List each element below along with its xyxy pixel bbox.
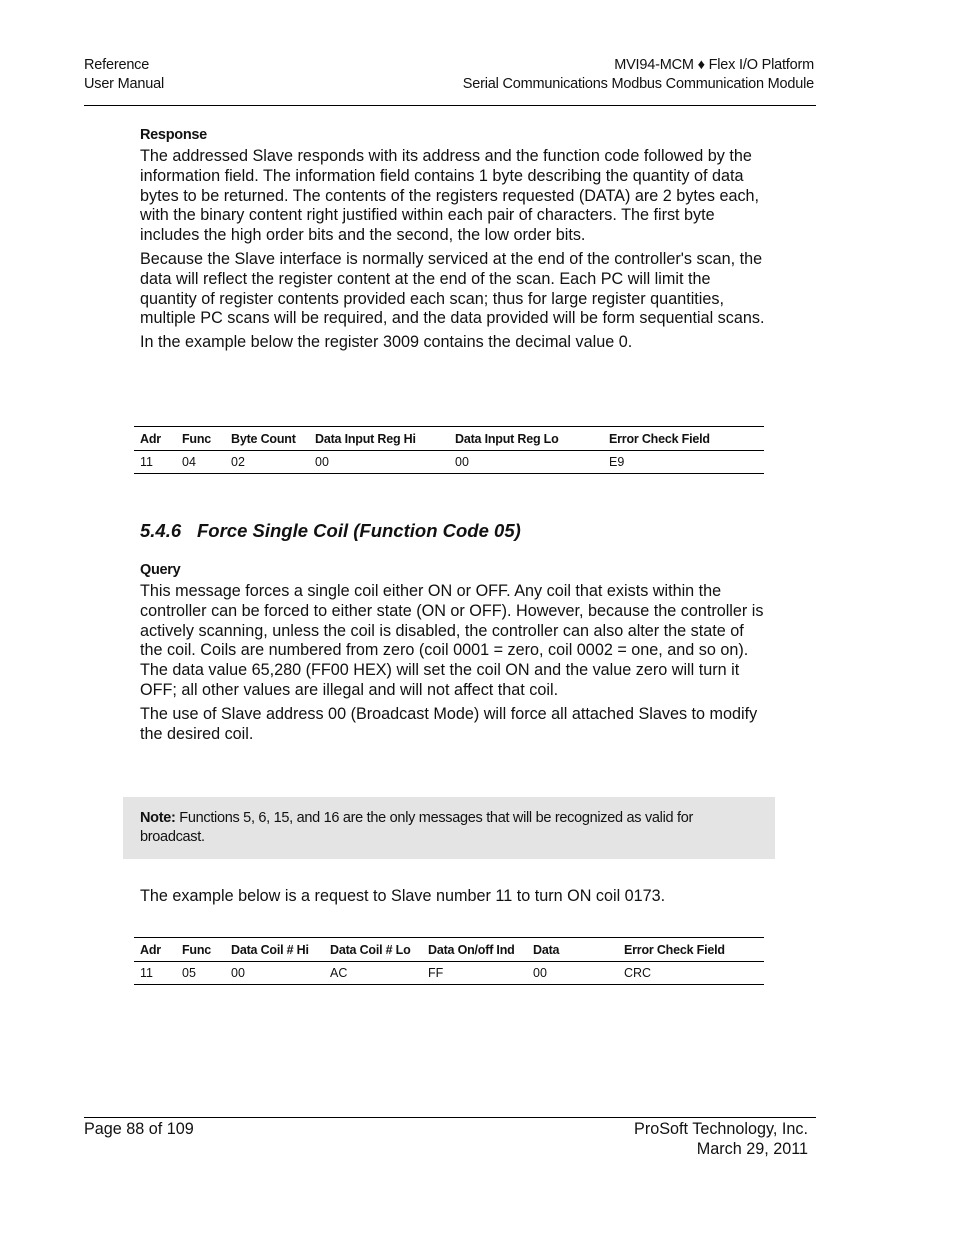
- table-cell: 02: [225, 451, 309, 474]
- query-label: Query: [140, 562, 181, 578]
- query-section: [140, 562, 765, 744]
- column-header: Error Check Field: [618, 938, 764, 962]
- column-header: Data Coil # Hi: [225, 938, 324, 962]
- table-cell: FF: [422, 962, 527, 985]
- table-cell: 00: [225, 962, 324, 985]
- response-section: [140, 127, 765, 353]
- example-intro: [140, 887, 765, 907]
- table-cell: 04: [176, 451, 225, 474]
- note-label: Note:: [140, 810, 176, 826]
- table-cell: 11: [134, 962, 176, 985]
- table-header-row: [134, 938, 764, 962]
- table-cell: AC: [324, 962, 422, 985]
- table-cell: E9: [603, 451, 764, 474]
- column-header: Byte Count: [225, 427, 309, 451]
- section-title: Force Single Coil (Function Code 05): [197, 520, 521, 541]
- response-label: Response: [140, 127, 207, 143]
- column-header: Data Input Reg Hi: [309, 427, 449, 451]
- column-header: Adr: [134, 938, 176, 962]
- header-left: [84, 56, 164, 94]
- query-paragraph-2: The use of Slave address 00 (Broadcast Mode) will force all attached Slaves to modify the desired coil.: [140, 704, 758, 743]
- response-paragraph-1: The addressed Slave responds with its address and the function code followed by the information field. The information field contains 1 byte describing the quantity of data bytes to be returned. The contents of the registers requested (DATA) are 2 bytes each, with the binary content right justified within each pair of characters. The first byte includes the high order bits and the second, the low order bits.: [140, 147, 760, 245]
- table-cell: 00: [449, 451, 603, 474]
- header-section: Reference: [84, 57, 150, 73]
- footer-right: [634, 1120, 808, 1160]
- column-header: Func: [176, 938, 225, 962]
- footer-date: March 29, 2011: [696, 1139, 808, 1158]
- table-row: [134, 451, 764, 474]
- table-cell: 11: [134, 451, 176, 474]
- column-header: Error Check Field: [603, 427, 764, 451]
- footer-divider: [84, 1117, 816, 1118]
- table-header-row: [134, 427, 764, 451]
- response-example-table: [134, 426, 764, 474]
- section-number: 5.4.6: [140, 520, 182, 541]
- footer-page-number: Page 88 of 109: [84, 1120, 194, 1138]
- section-heading: [140, 520, 521, 542]
- footer-company: ProSoft Technology, Inc.: [634, 1120, 808, 1138]
- table-cell: 00: [527, 962, 618, 985]
- column-header: Data Coil # Lo: [324, 938, 422, 962]
- header-right: [463, 56, 814, 94]
- example-paragraph: The example below is a request to Slave number 11 to turn ON coil 0173.: [140, 887, 666, 905]
- force-coil-example-table: [134, 937, 764, 985]
- column-header: Func: [176, 427, 225, 451]
- column-header: Adr: [134, 427, 176, 451]
- response-paragraph-2: Because the Slave interface is normally serviced at the end of the controller's scan, the data will reflect the register content at the end of the scan. Each PC will limit the quantity of register contents provided each scan; thus for large register quantities, multiple PC scans will be required, and the data provided will be form sequential scans.: [140, 249, 765, 328]
- header-product: MVI94-MCM ♦ Flex I/O Platform: [614, 57, 814, 73]
- column-header: Data On/off Ind: [422, 938, 527, 962]
- header-doc-type: User Manual: [84, 76, 164, 92]
- response-paragraph-3: In the example below the register 3009 contains the decimal value 0.: [140, 333, 633, 352]
- note-text: [140, 809, 740, 847]
- table-cell: CRC: [618, 962, 764, 985]
- table-cell: 05: [176, 962, 225, 985]
- note-box: [123, 797, 775, 859]
- table-row: [134, 962, 764, 985]
- table-cell: 00: [309, 451, 449, 474]
- header-module: Serial Communications Modbus Communication Module: [462, 76, 814, 92]
- note-body: Functions 5, 6, 15, and 16 are the only messages that will be recognized as valid for broadcast.: [140, 810, 694, 845]
- query-paragraph-1: This message forces a single coil either ON or OFF. Any coil that exists within the controller can be forced to either state (ON or OFF). However, because the controller is actively scanning, unless the coil is disabled, the controller can also alter the state of the coil. Coils are numbered from zero (coil 0001 = zero, coil 0002 = one, and so on). The data value 65,280 (FF00 HEX) will set the coil ON and the value zero will turn it OFF; all other values are illegal and will not affect that coil.: [140, 582, 764, 699]
- column-header: Data Input Reg Lo: [449, 427, 603, 451]
- column-header: Data: [527, 938, 618, 962]
- header-divider: [84, 105, 816, 106]
